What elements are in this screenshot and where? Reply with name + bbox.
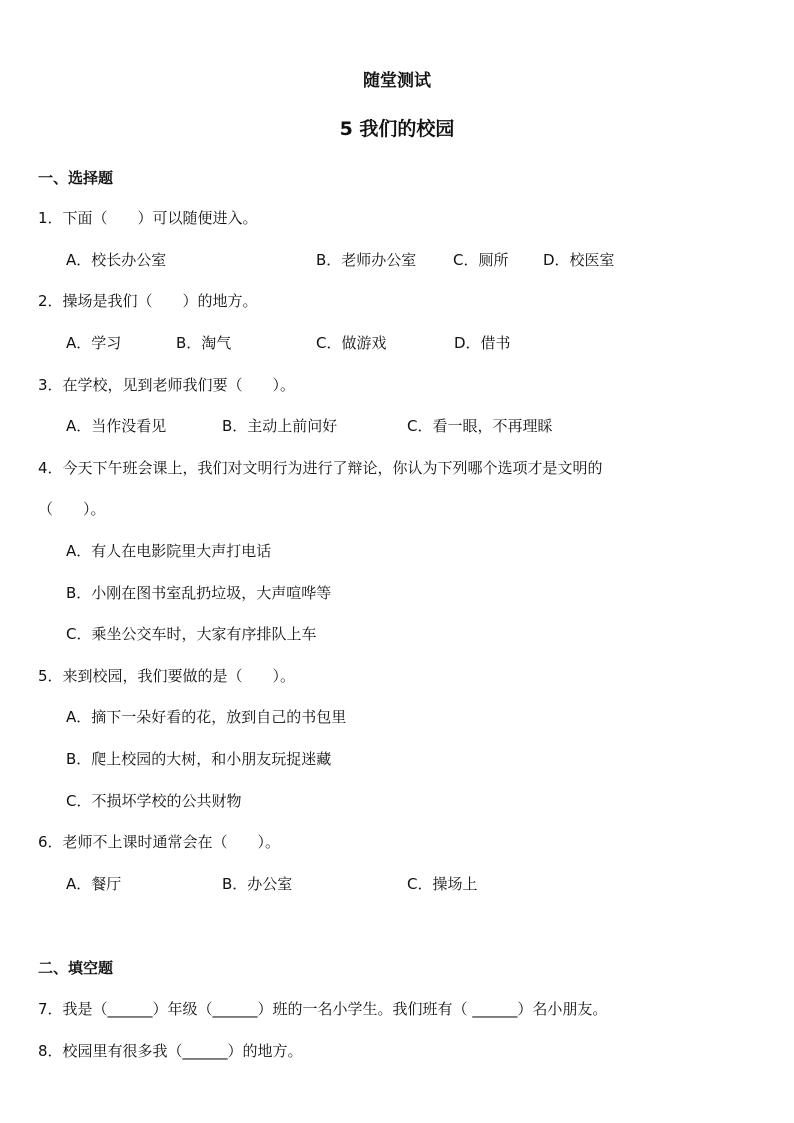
q2-option-c: C．做游戏 [316, 334, 387, 352]
q2-option-a: A．学习 [66, 334, 122, 352]
q1-option-c: C．厕所 [453, 251, 509, 269]
question-6: 6．老师不上课时通常会在（ ）。 [38, 833, 281, 851]
question-4: 4．今天下午班会课上，我们对文明行为进行了辩论，你认为下列哪个选项才是文明的 [38, 459, 603, 477]
section-heading-choice: 一、选择题 [38, 169, 114, 187]
question-8: 8．校园里有很多我（______）的地方。 [38, 1042, 303, 1060]
q6-option-b: B．办公室 [222, 875, 293, 893]
q2-option-b: B．淘气 [176, 334, 232, 352]
q5-option-a: A．摘下一朵好看的花，放到自己的书包里 [66, 708, 347, 726]
q3-option-a: A．当作没看见 [66, 417, 167, 435]
page-title: 随堂测试 [363, 71, 431, 91]
question-3: 3．在学校，见到老师我们要（ ）。 [38, 376, 296, 394]
q4-option-a: A．有人在电影院里大声打电话 [66, 542, 272, 560]
q1-option-d: D．校医室 [543, 251, 615, 269]
q4-option-c: C．乘坐公交车时，大家有序排队上车 [66, 625, 317, 643]
question-1: 1．下面（ ）可以随便进入。 [38, 209, 258, 227]
q6-option-a: A．餐厅 [66, 875, 122, 893]
q2-option-d: D．借书 [454, 334, 511, 352]
question-4-continued: （ ）。 [38, 500, 106, 518]
q5-option-b: B．爬上校园的大树，和小朋友玩捉迷藏 [66, 750, 332, 768]
q1-option-a: A．校长办公室 [66, 251, 167, 269]
q1-option-b: B．老师办公室 [316, 251, 417, 269]
q4-option-b: B．小刚在图书室乱扔垃圾，大声喧哗等 [66, 584, 332, 602]
q3-option-c: C．看一眼，不再理睬 [407, 417, 553, 435]
question-2: 2．操场是我们（ ）的地方。 [38, 292, 258, 310]
page-subtitle: 5 我们的校园 [339, 118, 455, 140]
question-5: 5．来到校园，我们要做的是（ ）。 [38, 667, 296, 685]
q6-option-c: C．操场上 [407, 875, 478, 893]
question-7: 7．我是（______）年级（______）班的一名小学生。我们班有（ ______）名小朋友。 [38, 1000, 608, 1018]
section-heading-fill: 二、填空题 [38, 959, 114, 977]
q5-option-c: C．不损坏学校的公共财物 [66, 792, 242, 810]
q3-option-b: B．主动上前问好 [222, 417, 338, 435]
